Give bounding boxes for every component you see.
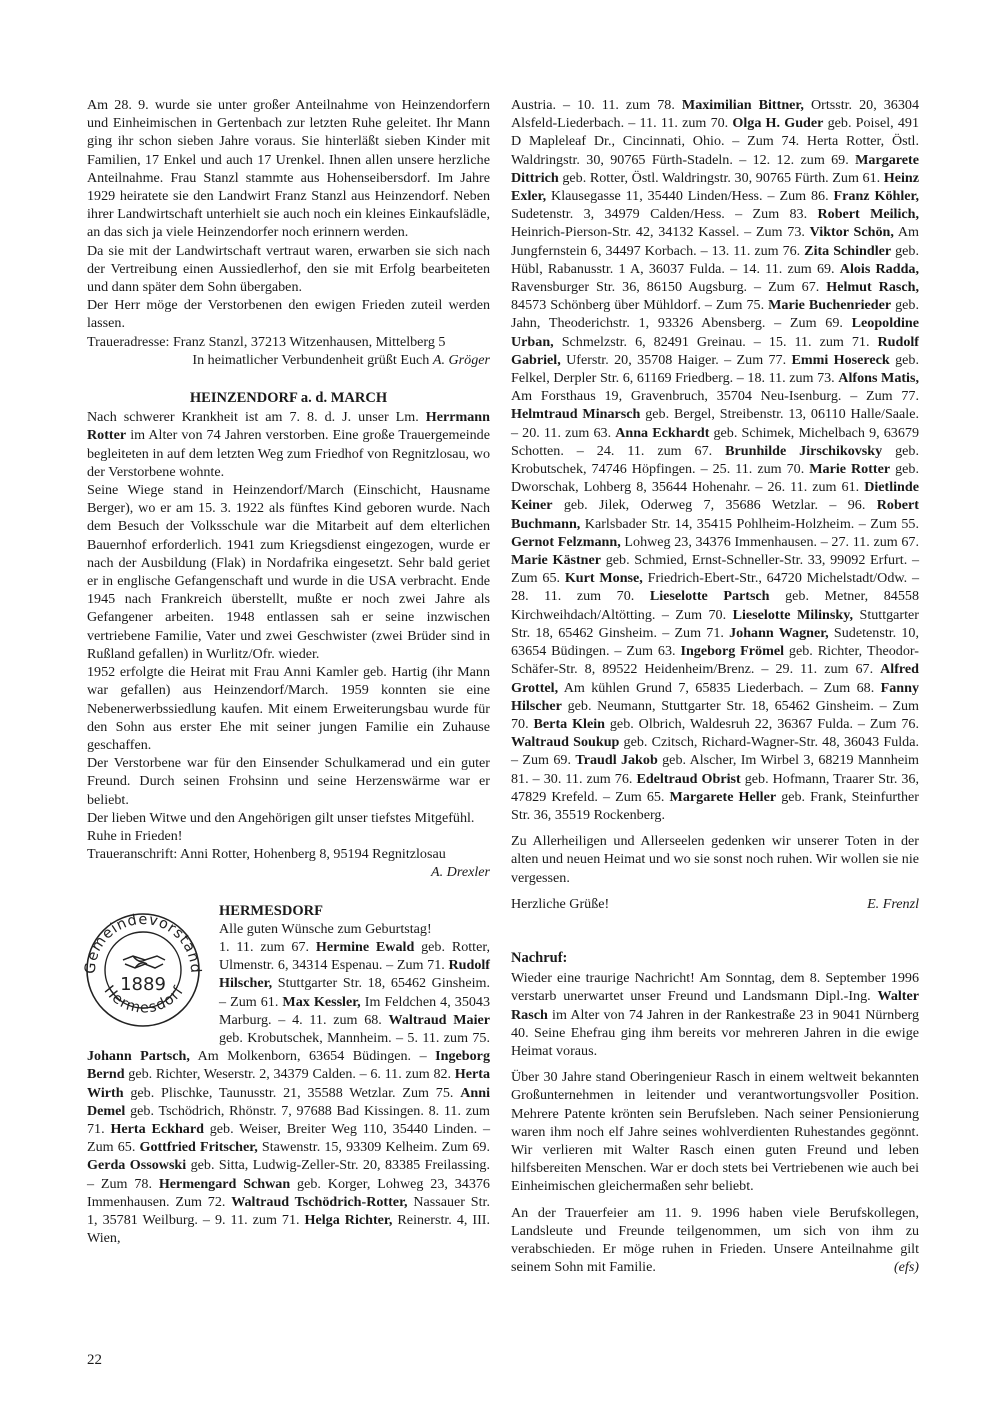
person-name: Edeltraud Obrist [636,770,741,787]
entry-text: geb. Krobutschek, Mannheim. – 5. 11. zum 75. [219,1029,490,1046]
entry-text: Karlsbader Str. 14, 35415 Pohlheim-Holzheim. – Zum 55. [580,515,919,532]
march-signature: A. Drexler [431,864,490,881]
stamp-year: 1889 [120,973,166,995]
march-text: Nach schwerer Krankheit ist am 7. 8. d. J. unser Lm. [87,409,419,426]
entry-text: Lohweg 23, 34376 Immenhausen. – 27. 11. zum 67. [620,533,919,550]
entry-text: Reinerstr. 4, III. Wien, [87,1211,490,1247]
person-name: Leopoldine Urban, [511,315,919,350]
person-name: Herta Eckhard [110,1120,204,1137]
person-name: Lieselotte Partsch [649,588,770,605]
person-name: Gernot Felzmann, [511,533,621,550]
right-column [511,96,919,1276]
gemeindevorstand-stamp [75,904,211,1028]
person-name: Waltraud Soukup [511,734,620,751]
entry-text: geb. Tschödrich, Rhönstr. 7, 97688 Bad Kissingen. 8. 11. zum 71. [87,1102,490,1137]
stamp-top-text: Gemeindevorstand [82,911,204,974]
entry-text: geb. Rotter, Ulmenstr. 6, 34314 Espenau. – Zum 71. [219,938,491,974]
person-name: Hermengard Schwan [158,1175,291,1192]
march-paragraph: Traueranschrift: Anni Rotter, Hohenberg 8, 95194 Regnitzlosau [87,846,446,863]
person-name: Johann Wagner, [729,624,829,641]
entry-text: geb. Poisel, 491 D Mapleleaf Dr., Cincinnati, Ohio. – Zum 74. Herta Rotter, Östl. Waldringstr. 30, 90765 Fürth-Stadeln. – 12. 12. zum 69. [511,115,919,168]
person-name: Emmi Hosereck [791,351,890,368]
greeting-line [87,351,490,369]
nachruf-paragraph: Über 30 Jahre stand Oberingenieur Rasch in einem weltweit bekannten Großunternehmen in leitender und verantwortungsvoller Position. Mehrere Patente krönten sein Berufsleben. Nach seiner Pensionierung waren ihm noch elf Jahre seines wohlverdienten Ruhestandes gegönnt. Wir verlieren mit Walter Rasch einen guten Freund und leben hilfsbereiten Menschen. War er doch stets bei Vertriebenen wie auch bei Einheimischen gleichermaßen sehr beliebt. [511,1069,919,1195]
regards-author: E. Frenzl [867,895,919,912]
person-name: Waltraud Maier [388,1011,490,1028]
entry-text: geb. Felkel, Derpler Str. 6, 61169 Friedberg. – 18. 11. zum 73. [511,351,919,387]
person-name: Marie Rotter [809,461,891,478]
stamp-bottom-text: Hermesdorf [100,982,188,1017]
nachruf-paragraph-last: An der Trauerfeier am 11. 9. 1996 haben viele Berufskollegen, Landsleute und Freunde teilgenommen, um sich von ihm zu verabschieden. Er möge ruhen in Frieden. Unsere Anteilnahme gilt seinem Sohn mit Familie. (efs) [511,1204,919,1276]
person-name: Viktor Schön, [809,224,894,241]
person-name: Lieselotte Milinsky, [732,606,854,623]
hermesdorf-section [82,902,491,1248]
birthday-list-continued [511,96,919,824]
person-name: Rudolf Hilscher, [219,957,490,992]
march-paragraph: Ruhe in Frieden! [87,827,183,844]
person-name: Hermine Ewald [315,938,415,955]
march-paragraph: Der lieben Witwe und den Angehörigen gilt unser tiefstes Mitgefühl. [87,809,475,826]
person-name: Robert Meilich, [817,206,919,223]
left-column [82,96,491,1247]
person-name: Helmut Rasch, [826,279,919,296]
person-name: Herta Wirth [87,1066,490,1101]
entry-text: Am Jungfernstein 6, 34497 Korbach. – 13. 11. zum 76. [511,224,920,259]
entry-text: geb. Hübl, Rabanusstr. 1 A, 36037 Fulda. – 14. 11. zum 69. [511,242,919,277]
entry-text: Am Forsthaus 19, Gravenbruch, 35704 Neu-Isenburg. – Zum 77. [511,388,919,405]
deceased-name: Herrmann Rotter [87,409,490,444]
greeting-text: In heimatlicher Verbundenheit grüßt Euch [192,351,430,368]
entry-text: geb. Olbrich, Waldesruh 22, 36367 Fulda. – Zum 76. [604,715,919,732]
hermesdorf-heading: HERMESDORF [219,902,323,919]
handshake-icon [123,956,165,968]
person-name: Heinz Exler, [511,169,919,205]
entry-text: geb. Alscher, Im Wirbel 3, 68219 Mannheim 81. – 30. 11. zum 76. [511,752,919,787]
intro-paragraph: Da sie mit der Landwirtschaft vertraut waren, erwarben sie sich nach der Vertreibung einen Aussiedlerhof, den sie mit Erfolg bearbeiteten und dann später dem Sohn übergaben. [87,242,490,296]
closing-paragraph: Zu Allerheiligen und Allerseelen gedenken wir unserer Toten in der alten und neuen Heimat und wo sie sonst noch ruhen. Wir wollen sie nie vergessen. [511,833,919,886]
person-name: Margarete Heller [669,788,777,805]
person-name: Fanny Hilscher [511,679,919,714]
entry-text: Friedrich-Ebert-Str., 64720 Michelstadt/Odw. – 28. 11. zum 70. [511,570,919,605]
intro-paragraph: Der Herr möge der Verstorbenen den ewigen Frieden zuteil werden lassen. [87,297,490,332]
march-paragraph: Der Verstorbene war für den Einsender Schulkamerad und ein guter Freund. Durch seinen Frohsinn und seine Herzenswärme war er beliebt. [87,755,490,808]
entry-text: geb. Frank, Steinfurther Str. 36, 35519 Rockenberg. [511,788,919,823]
person-name: Brunhilde Jirschikovsky [725,442,883,459]
person-name: Olga H. Guder [732,115,824,132]
march-text: im Alter von 74 Jahren verstorben. Eine große Trauergemeinde begleiteten in auf dem letzten Weg zum Friedhof von Regnitzlosau, wo der Verstorbene wohnte. [87,427,490,480]
person-name: Helga Richter, [304,1211,393,1228]
person-name: Dietlinde Keiner [511,479,919,514]
person-name: Traudl Jakob [575,752,658,769]
nachruf-section [511,949,919,1276]
march-paragraph: 1952 erfolgte die Heirat mit Frau Anni Kamler geb. Hartig (ihr Mann war gefallen) aus Heinzendorf/March. 1959 konnten sie eine Nebenerwerbssiedlung kaufen. Mit einem Erweiterungsbau wurde für den Sohn aus erster Ehe mit seiner jungen Familie ein Zuhause geschaffen. [87,664,490,753]
person-name: Rudolf Gabriel, [511,333,919,368]
march-section [87,389,490,881]
person-name: Ingeborg Bernd [87,1048,490,1083]
entry-text: Ortsstr. 20, 36304 Alsfeld-Liederbach. – 11. 11. zum 70. [511,97,919,132]
entry-text: Ravensburger Str. 36, 86150 Augsburg. – Zum 67. [511,279,827,296]
entry-text: geb. Metner, 84558 Kirchweihdach/Altötting. – Zum 70. [511,588,919,623]
person-name: Gerda Ossowski [87,1157,187,1174]
person-name: Marie Buchenrieder [768,297,892,314]
person-name: Ingeborg Frömel [680,643,785,660]
march-paragraph [87,408,490,481]
entry-text: Austria. – 10. 11. zum 78. [511,97,682,113]
entry-text: geb. Weiser, Breiter Weg 110, 35440 Linden. – Zum 65. [87,1120,490,1156]
entry-text: geb. Schimek, Michelbach 9, 63679 Schotten. – 24. 11. zum 67. [511,424,919,459]
entry-text: Im Feldchen 4, 35043 Marburg. – 4. 11. zum 68. [219,993,491,1028]
intro-paragraph: Am 28. 9. wurde sie unter großer Anteilnahme von Heinzendorfern und Einheimischen in Gertenbach zur letzten Ruhe geleitet. Ihr Mann ging ihr schon sieben Jahre voraus. Sie hinterläßt sieben Kinder mit Familien, 17 Enkel und auch 17 Urenkel. Ihnen allen unsere herzliche Anteilnahme. Frau Stanzl stammte aus Hohenseibersdorf. Im Jahre 1929 heiratete sie den Landwirt Franz Stanzl aus Heinzendorf. Neben ihrer Landwirtschaft unterhielt sie auch noch ein kleines Einkaufslädle, an das sich ja viele Heinzendorfer noch erinnern werden. [87,97,490,241]
person-name: Gottfried Fritscher, [139,1139,258,1156]
person-name: Max Kessler, [282,993,361,1010]
regards-text: Herzliche Grüße! [511,895,610,912]
entry-text: Stawenstr. 15, 93309 Kelheim. Zum 69. [257,1139,490,1156]
person-name: Maximilian Bittner, [681,97,804,113]
person-name: Anni Demel [87,1084,490,1119]
entry-text: geb. Hofmann, Traarer Str. 36, 47829 Krefeld. – Zum 65. [511,770,919,805]
person-name: Marie Kästner [511,552,602,569]
hermesdorf-intro: Alle guten Wünsche zum Geburtstag! [219,920,432,937]
regards-line [511,895,919,913]
entry-text: Am Molkenborn, 63654 Büdingen. – [189,1048,436,1065]
nachruf-paragraph: Wieder eine traurige Nachricht! Am Sonntag, dem 8. September 1996 verstarb unerwartet unser Freund und Landsmann Dipl.-Ing. Walter Rasch im Alter von 74 Jahren in der Rankestraße 23 in 9041 Nürnberg 40. Seine Ehefrau ging ihm bereits vor mehreren Jahren in die ewige Heimat voraus. [511,970,919,1059]
person-name: Berta Klein [533,715,605,732]
entry-text: Uferstr. 20, 35708 Haiger. – Zum 77. [560,351,792,368]
person-name: Waltraud Tschödrich-Rotter, [231,1193,408,1210]
entry-text: geb. Neumann, Stuttgarter Str. 18, 65462 Ginsheim. – Zum 70. [511,697,919,732]
entry-text: geb. Richter, Theodor-Schäfer-Str. 8, 89522 Heidenheim/Brenz. – 29. 11. zum 67. [511,643,919,678]
intro-paragraph: Traueradresse: Franz Stanzl, 37213 Witzenhausen, Mittelberg 5 [87,333,446,350]
deceased-name: Walter Rasch [511,988,919,1023]
page-number: 22 [87,1352,102,1368]
entry-text: geb. Richter, Weserstr. 2, 34379 Calden. – 6. 11. zum 82. [124,1066,455,1083]
entry-text: Am kühlen Grund 7, 65835 Liederbach. – Zum 68. [558,679,881,696]
entry-text: geb. Dworschak, Lohberg 8, 35644 Hohenahr. – 26. 11. zum 61. [511,461,919,496]
entry-text: geb. Sitta, Ludwig-Zeller-Str. 20, 83385 Freilassing. – Zum 78. [87,1157,491,1192]
entry-text: Heinrich-Pierson-Str. 42, 34132 Kassel. – Zum 73. [511,224,810,241]
person-name: Johann Partsch, [87,1048,190,1065]
person-name: Helmtraud Minarsch [511,406,641,423]
entry-text: Sudetenstr. 3, 34979 Calden/Hess. – Zum 83. [511,206,818,223]
entry-text: geb. Plischke, Taunusstr. 21, 35588 Wetzlar. Zum 75. [123,1084,461,1101]
nachruf-heading: Nachruf: [511,949,568,966]
entry-text: Stuttgarter Str. 18, 65462 Ginsheim. – Zum 61. [219,975,490,1010]
entry-text: geb. Krobutschek, 74746 Höpfingen. – 25. 11. zum 70. [511,442,919,478]
entry-text: Schmelzstr. 6, 82491 Greinau. – 15. 11. zum 71. [553,333,878,350]
person-name: Alfred Grottel, [511,661,919,696]
greeting-author: A. Gröger [432,351,490,368]
entry-text: geb. Jilek, Oderweg 7, 35686 Wetzlar. – 96. [552,497,877,514]
march-heading: HEINZENDORF a. d. MARCH [189,390,388,407]
person-name: Franz Köhler, [833,188,919,205]
march-paragraph: Seine Wiege stand in Heinzendorf/March (Einschicht, Hausname Berger), wo er am 15. 3. 1922 als fünftes Kind geboren wurde. Nach dem Besuch der Volksschule war die Mitarbeit auf dem elterlichen Bauernhof erforderlich. 1941 zum Kriegsdienst eingezogen, wurde er nach der Ausbildung (Flak) in Nordafrika eingesetzt. Sehr bald geriet er in englische Gefangenschaft und wurde in die USA verbracht. Ende 1945 nach Frankreich überstellt, mußte er noch zwei Jahre als Gefangener arbeiten. 1948 entlassen sah er seine inzwischen vertriebene Familie, Vater und zwei Geschwister (zwei Brüder sind in Rußland gefallen) in Wurlitz/Ofr. wieder. [87,482,490,662]
intro-section [87,96,490,369]
person-name: Anna Eckhardt [615,424,710,441]
person-name: Robert Buchmann, [511,497,919,532]
entry-text: Klausegasse 11, 35440 Linden/Hess. – Zum 86. [546,188,834,205]
nachruf-signature: (efs) [893,1259,919,1276]
entry-text: geb. Czitsch, Richard-Wagner-Str. 48, 36043 Fulda. – Zum 69. [511,734,919,769]
person-name: Alfons Matis, [838,370,919,387]
entry-text: Nassauer Str. 1, 35781 Weilburg. – 9. 11. zum 71. [87,1193,490,1228]
entry-text: geb. Korger, Lohweg 23, 34376 Immenhausen. Zum 72. [87,1175,490,1210]
person-name: Alois Radda, [839,260,919,277]
entry-text: geb. Schmied, Ernst-Schneller-Str. 33, 99092 Erfurt. – Zum 65. [511,552,919,587]
person-name: Kurt Monse, [564,570,643,587]
person-name: Zita Schindler [804,242,892,259]
entry-text: geb. Bergel, Streibenstr. 13, 06110 Halle/Saale. – 20. 11. zum 63. [511,406,919,441]
entry-text: Stuttgarter Str. 18, 65462 Ginsheim. – Zum 71. [511,606,919,641]
person-name: Margarete Dittrich [511,151,919,186]
entry-text: geb. Jahn, Theoderichstr. 1, 93326 Abensberg. – Zum 69. [511,297,919,332]
entry-text: 84573 Schönberg über Mühldorf. – Zum 75. [511,297,769,314]
entry-text: 1. 11. zum 67. [219,938,316,955]
entry-text: geb. Rotter, Östl. Waldringstr. 30, 90765 Fürth. Zum 61. [558,169,884,186]
entry-text: Sudetenstr. 10, 63654 Büdingen. – Zum 63. [511,624,919,660]
